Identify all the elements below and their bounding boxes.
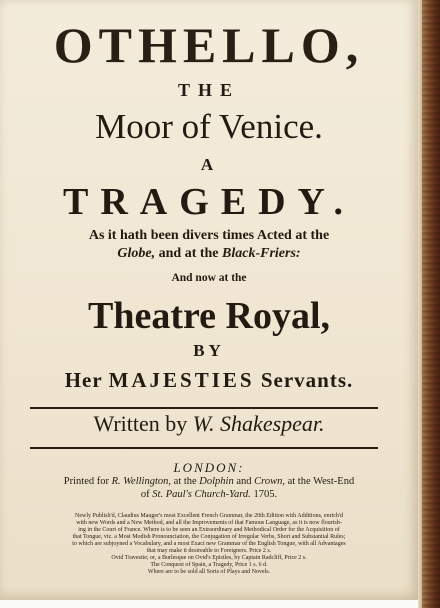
written-by: Written by: [93, 411, 193, 436]
and-now-line: And now at the: [171, 272, 247, 284]
advert-line: Ovid Travestie; or, a Burlesque on Ovid's Epistles, by Captain Radcliff, Price 2 s.: [111, 555, 307, 561]
imprint-year: 1705.: [250, 489, 278, 500]
author-name: W. Shakespear.: [192, 411, 325, 436]
crown: Crown: [254, 476, 283, 487]
genre: TRAGEDY.: [62, 181, 356, 223]
advert-line: to which are subjoyned a Vocabulary, and a most Exact new Grammar of the English Tongue, with all Advantages: [72, 541, 346, 547]
church-yard: St. Paul's Church-Yard.: [152, 489, 251, 500]
acted-line-2: [0, 246, 418, 262]
author-line: [0, 411, 418, 437]
imprint-of: of: [140, 489, 153, 500]
book-binding: [420, 0, 440, 608]
by-line: BY: [193, 341, 225, 360]
servants-servants: Servants.: [254, 368, 354, 392]
servants-line: [0, 368, 418, 393]
imprint-line-1: [0, 476, 418, 487]
imprint-and: and: [233, 476, 255, 487]
black-friers-text: Black-Friers:: [222, 246, 301, 261]
subtitle: Moor of Venice.: [95, 107, 323, 146]
imprint-west-end: , at the West-End: [282, 476, 355, 487]
advert-line: Where are to be sold all Sorts of Plays and Novels.: [147, 569, 271, 575]
servants-majesties: MAJESTIES: [108, 368, 255, 392]
imprint-at-the: , at the: [168, 476, 200, 487]
advert-line: The Conquest of Spain, a Tragedy, Price 1 s. 6 d.: [150, 562, 268, 568]
theatre-royal: Theatre Royal,: [87, 295, 331, 337]
advert-line: Newly Publish'd, Claudius Mauger's most Excellent French Grammar, the 20th Edition with Additions, enrich'd: [75, 513, 343, 519]
title: OTHELLO,: [53, 17, 365, 73]
page-edge: [418, 0, 422, 608]
printer-name: R. Wellington: [111, 476, 169, 487]
dolphin: Dolphin: [199, 476, 234, 487]
imprint-city: LONDON:: [173, 460, 245, 475]
globe-text: Globe,: [117, 246, 156, 261]
divider-top: [30, 407, 378, 409]
servants-her: Her: [64, 368, 109, 392]
article-a: A: [200, 155, 218, 174]
acted-line-1: As it hath been divers times Acted at the: [88, 228, 330, 243]
advert-line: with new Words and a New Method, and all the Improvements of that Famous Language, as it is now flourish-: [76, 520, 342, 526]
printed-for: Printed for: [63, 476, 112, 487]
advert-line: ing in the Court of France. Where is to be seen an Extraordinary and Methodical Order for the Acquisition of: [78, 527, 340, 533]
advert-line: that may make it desireable to Foreigners. Price 2 s.: [146, 548, 272, 554]
divider-bottom: [30, 447, 378, 449]
and-at-the-text: and at the: [155, 246, 223, 261]
advert-line: that Tongue, viz. a Most Modish Pronounciation, the Conjugation of Irregular Verbs, Short and Substantial Rules;: [72, 534, 346, 540]
imprint-line-2: [0, 489, 418, 500]
title-the: THE: [177, 80, 240, 100]
